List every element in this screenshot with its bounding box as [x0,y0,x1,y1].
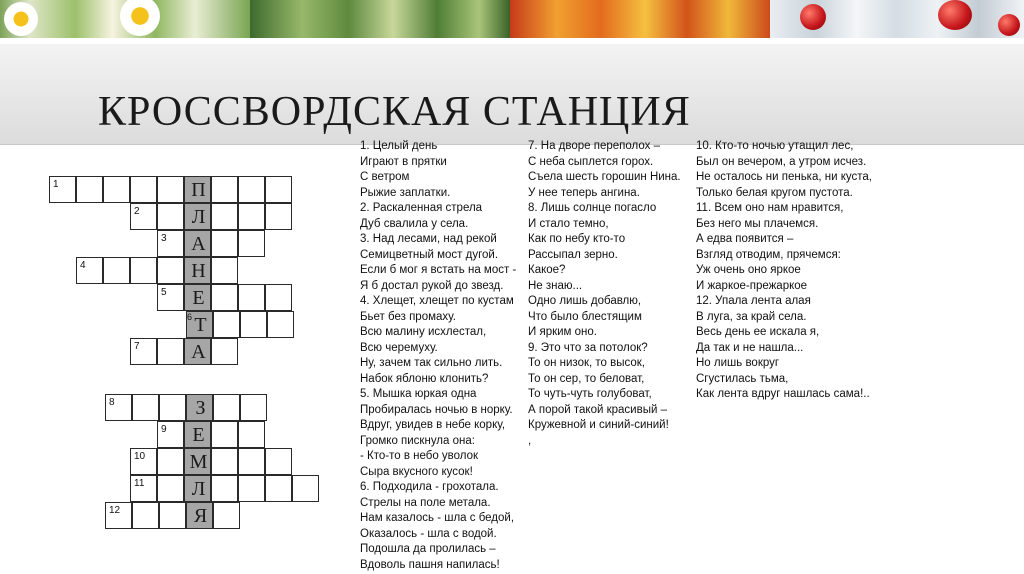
key-letter: Е [192,287,205,309]
crossword-cell [267,311,294,338]
key-letter-cell [184,203,211,230]
crossword-cell [240,394,267,421]
berry-icon [998,14,1020,36]
crossword-cell [211,421,238,448]
key-letter: М [189,451,208,473]
riddle-line: А едва появится – [696,233,794,245]
clue-number: 3 [161,233,167,244]
riddles-column-2 [528,139,681,449]
crossword-cell [130,176,157,203]
key-letter: А [191,233,206,255]
crossword-cell [157,203,184,230]
crossword-cell [159,394,186,421]
riddle-line: Не осталось ни пенька, ни куста, [696,171,872,183]
riddle-line: Играют в прятки [360,155,447,168]
key-letter-cell [184,257,211,284]
crossword-cell [238,203,265,230]
crossword-cell [103,257,130,284]
crossword-cell [240,311,267,338]
riddle-line: В луга, за край села. [696,310,807,323]
key-letter: Л [191,478,206,500]
riddle-line: И ярким оно. [528,326,597,338]
clue-number: 9 [161,424,167,435]
riddle-line: Как лента вдруг нашлась сама!.. [696,388,870,400]
crossword-cell [265,448,292,475]
crossword-cell [211,475,238,502]
key-letter: П [191,179,206,201]
key-letter-cell [184,475,211,502]
key-letter: Н [191,260,206,282]
crossword-cell [211,338,238,365]
riddle-line: Рыжие заплатки. [360,186,451,199]
riddle-line: Без него мы плачемся. [696,217,819,230]
daisy-icon [4,2,38,36]
riddle-line: Но лишь вокруг [696,357,780,369]
riddle-line: Ну, зачем так сильно лить. [360,357,503,369]
crossword-cell [211,176,238,203]
key-letter-cell [184,448,211,475]
crossword-cell [265,475,292,502]
riddle-line: С неба сыплется горох. [528,155,654,168]
riddle-line: Уж очень оно яркое [696,264,801,276]
riddle-line: Не знаю... [528,279,583,292]
crossword-cell [238,284,265,311]
riddle-line: Вдруг, увидев в небе корку, [360,419,506,431]
riddle-line: Кружевной и синий-синий! [528,419,669,431]
crossword-cell [159,502,186,529]
header-banner [0,0,1024,38]
crossword-cell [238,421,265,448]
key-letter-cell [184,421,211,448]
berry-icon [800,4,826,30]
key-letter-cell [184,230,211,257]
riddle-line: Семицветный мост дугой. [360,248,499,261]
riddle-line: 9. Это что за потолок? [528,341,648,354]
crossword-cell [157,338,184,365]
crossword-cell [103,176,130,203]
key-letter: З [195,397,206,419]
crossword-cell [211,448,238,475]
riddle-line: И стало темно, [528,217,609,230]
riddle-line: 3. Над лесами, над рекой [360,233,497,245]
riddle-line: Взгляд отводим, прячемся: [696,248,841,261]
riddle-line: То он низок, то высок, [528,357,645,369]
crossword-cell [132,394,159,421]
riddle-line: 12. Упала лента алая [696,295,811,307]
crossword-cell [157,176,184,203]
crossword-cell [211,203,238,230]
riddle-line: С ветром [360,171,410,183]
riddle-line: Стрелы на поле метала. [360,496,491,509]
riddle-line: А порой такой красивый – [528,403,667,416]
crossword-cell [211,284,238,311]
key-letter-cell [184,338,211,365]
riddle-line: У нее теперь ангина. [528,186,640,199]
riddle-line: 4. Хлещет, хлещет по кустам [360,295,514,307]
crossword-cell [130,257,157,284]
riddle-line: 11. Всем оно нам нравится, [696,202,844,214]
riddle-line: Оказалось - шла с водой. [360,527,497,540]
riddle-line: , [528,434,532,447]
riddle-line: Подошла да пролилась – [360,543,496,555]
palm-leaves-photo-strip [250,0,510,38]
clue-number: 4 [80,260,86,271]
key-letter-cell [186,394,213,421]
riddle-line: 2. Раскаленная стрела [360,202,483,214]
riddles-column-1 [360,139,516,573]
riddle-line: Дуб свалила у села. [360,217,469,230]
riddle-line: Набок яблоню клонить? [360,372,489,385]
riddle-line: Был он вечером, а утром исчез. [696,155,867,168]
key-letter: Я [193,505,208,527]
slide-title: КРОССВОРДСКАЯ СТАНЦИЯ [98,89,691,135]
crossword-cell [157,448,184,475]
clue-number: 8 [109,397,115,408]
crossword-cell [213,502,240,529]
clue-number: 6 [187,312,193,322]
riddle-line: Сгустилась тьма, [696,372,789,385]
riddle-line: Нам казалось - шла с бедой, [360,512,515,524]
clue-number: 2 [134,206,140,217]
crossword-cell [238,475,265,502]
riddle-line: Да так и не нашла... [696,341,804,354]
crossword-cell [213,394,240,421]
crossword-cell [265,203,292,230]
riddle-line: Вдоволь пашня напилась! [360,558,500,571]
crossword-cell [292,475,319,502]
riddle-line: Что было блестящим [528,310,642,323]
riddle-line: Рассыпал зерно. [528,248,618,261]
crossword-cell [265,284,292,311]
riddle-line: Какое? [528,264,566,276]
riddle-line: Бьет без промаху. [360,310,456,323]
riddle-line: Съела шесть горошин Нина. [528,171,681,183]
clue-number: 1 [53,179,59,190]
riddle-line: То он сер, то беловат, [528,372,645,385]
crossword-cell [238,176,265,203]
key-letter-cell [186,502,213,529]
key-letter: А [191,341,206,363]
key-letter: Л [191,206,206,228]
clue-number: 11 [134,478,145,489]
riddle-line: - Кто-то в небо уволок [360,450,479,462]
riddle-line: 8. Лишь солнце погасло [528,202,657,214]
crossword-cell [76,176,103,203]
riddle-line: И жаркое-прежаркое [696,279,808,292]
clue-number: 12 [109,505,121,516]
crossword-cell [265,176,292,203]
riddle-line: 7. На дворе переполох – [528,140,660,152]
riddle-line: 6. Подходила - грохотала. [360,481,499,493]
crossword-cell [211,230,238,257]
riddle-line: Всю черемуху. [360,341,438,354]
crossword-cell [211,257,238,284]
riddle-line: Всю малину исхлестал, [360,326,487,338]
clue-number: 5 [161,287,167,298]
riddle-line: То чуть-чуть голубоват, [528,388,652,400]
riddle-line: Пробиралась ночью в норку. [360,403,513,416]
riddle-line: 5. Мышка юркая одна [360,388,477,400]
autumn-leaves-photo-strip [510,0,770,38]
crossword-cell [238,230,265,257]
riddle-line: Весь день ее искала я, [696,326,820,338]
riddle-line: Как по небу кто-то [528,233,626,245]
riddle-line: Если б мог я встать на мост - [360,264,517,276]
berry-icon [938,0,972,30]
key-letter: Т [194,314,207,336]
riddle-line: Громко пискнула она: [360,434,475,447]
crossword-cell [132,502,159,529]
key-letter-cell [184,176,211,203]
crossword-cell [157,257,184,284]
crossword-cell [238,448,265,475]
key-letter: Е [192,424,205,446]
clue-number: 10 [134,451,146,462]
crossword-cell [213,311,240,338]
riddle-line: 10. Кто-то ночью утащил лес, [696,140,854,152]
riddle-line: Только белая кругом пустота. [696,186,853,199]
riddle-line: 1. Целый день [360,140,438,152]
riddle-line: Сыра вкусного кусок! [360,465,473,478]
riddles-column-3 [696,139,872,403]
key-letter-cell [184,284,211,311]
riddle-line: Я б достал рукой до звезд. [360,279,504,292]
crossword-cell [157,475,184,502]
riddle-line: Одно лишь добавлю, [528,295,642,307]
clue-number: 7 [134,341,140,352]
